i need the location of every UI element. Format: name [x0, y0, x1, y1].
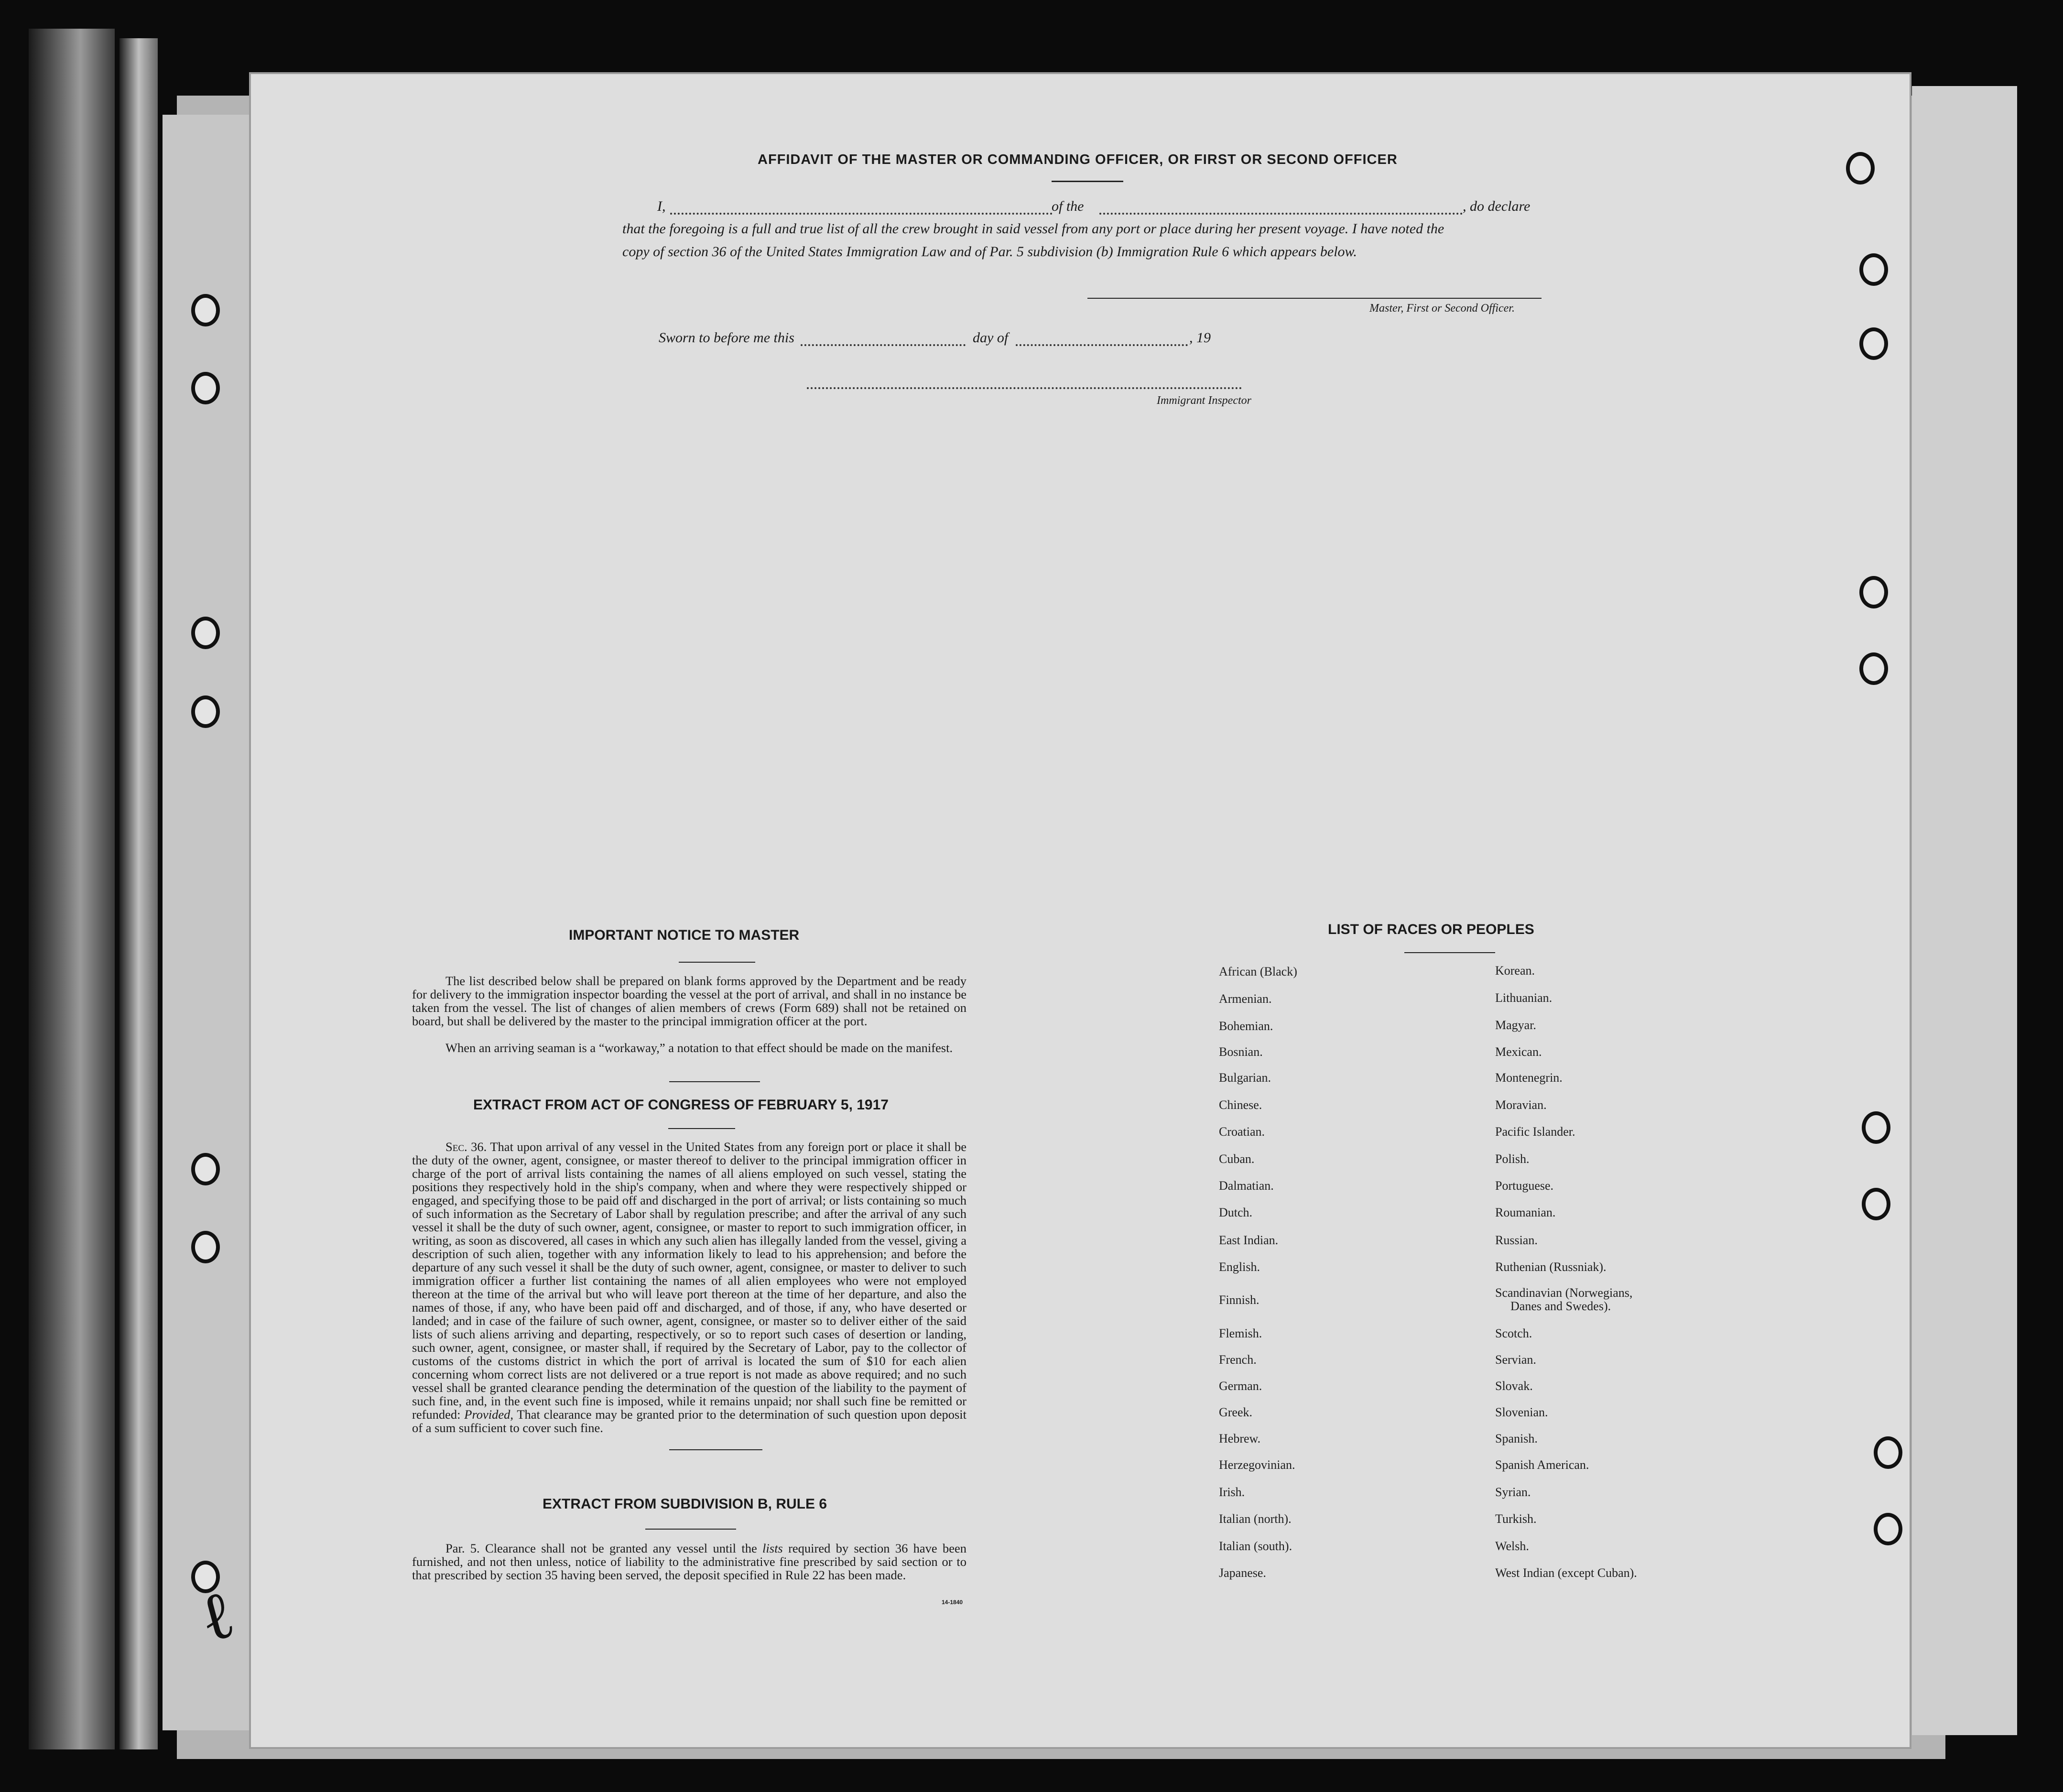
race-item-right: Spanish. [1495, 1432, 1538, 1445]
race-item-right: Lithuanian. [1495, 991, 1553, 1005]
master-name-blank[interactable] [670, 213, 1053, 215]
notice-paragraph-2 [412, 1041, 966, 1054]
race-item-left: German. [1219, 1379, 1262, 1393]
affidavit-line-2: that the foregoing is a full and true list of all the crew brought in said vessel from any port or place during her present voyage. I have noted the [622, 221, 1444, 237]
scanner-left-edge [119, 38, 158, 1749]
race-item-left: Japanese. [1219, 1566, 1266, 1580]
scanner-left-strip [29, 29, 115, 1749]
race-item-right: Pacific Islander. [1495, 1125, 1575, 1139]
race-item-left: Bohemian. [1219, 1019, 1273, 1033]
binder-hole [1859, 652, 1888, 685]
binder-hole [191, 372, 220, 404]
affidavit-declare: , do declare [1463, 198, 1531, 214]
binder-hole [1859, 327, 1888, 360]
notice-paragraph-1 [412, 974, 966, 1028]
race-item-left: Herzegovinian. [1219, 1458, 1295, 1472]
binder-hole [1859, 576, 1888, 608]
race-item-right: Welsh. [1495, 1539, 1529, 1553]
race-item-left: Armenian. [1219, 992, 1272, 1006]
sworn-month-blank[interactable] [1016, 344, 1188, 346]
form-page [251, 74, 1910, 1747]
extract-rule-text-b: required by section 36 have been furnished, and not then unless, notice of liability to the administrative fine prescribed by said section or to that prescribed by section 35 having been served, the deposit specified in Rule 22 has been made. [412, 1541, 966, 1582]
race-item-right: Roumanian. [1495, 1206, 1556, 1219]
notice-title: IMPORTANT NOTICE TO MASTER [569, 927, 800, 943]
race-item-right: Magyar. [1495, 1018, 1536, 1032]
signature-label: Master, First or Second Officer. [1369, 302, 1515, 315]
sworn-day-of: day of [973, 330, 1009, 346]
race-item-right: Russian. [1495, 1233, 1538, 1247]
extract-act-underline [668, 1128, 735, 1129]
notice-underline [679, 962, 755, 963]
race-item-left: Bosnian. [1219, 1045, 1263, 1059]
binder-hole [191, 1153, 220, 1185]
race-item-right: Mexican. [1495, 1045, 1542, 1059]
race-item-left: Chinese. [1219, 1098, 1262, 1112]
title-underline [1052, 181, 1123, 182]
extract-rule-title: EXTRACT FROM SUBDIVISION B, RULE 6 [543, 1496, 827, 1512]
sworn-prefix: Sworn to before me this [659, 330, 794, 346]
race-item-left: Greek. [1219, 1405, 1253, 1419]
binder-hole [191, 695, 220, 728]
binder-hole [191, 294, 220, 326]
race-item-left: Cuban. [1219, 1152, 1255, 1166]
section-label: Sec. 36. [445, 1140, 487, 1154]
race-item-right: Scandinavian (Norwegians, [1495, 1286, 1633, 1300]
races-underline [1404, 952, 1495, 953]
race-item-left: Italian (north). [1219, 1512, 1292, 1526]
race-item-right: Spanish American. [1495, 1458, 1589, 1472]
vessel-name-blank[interactable] [1099, 213, 1463, 215]
race-item-right: West Indian (except Cuban). [1495, 1566, 1637, 1580]
extract-rule-text-a: Par. 5. Clearance shall not be granted any vessel until the [445, 1541, 757, 1555]
race-item-right: Moravian. [1495, 1098, 1547, 1112]
race-item-left: English. [1219, 1260, 1260, 1274]
back-sheet-right [1912, 86, 2017, 1735]
notice-text-1: The list described below shall be prepared on blank forms approved by the Department and be ready for delivery to the immigration inspector boarding the vessel at the port of arrival, and shall in no instance be taken from the vessel. The list of changes of alien members of crews (Form 689) shall not be retained on board, but shall be delivered by the master to the principal immigration officer at the port. [412, 974, 966, 1028]
notice-text-2: When an arriving seaman is a “workaway,” a notation to that effect should be made on the manifest. [445, 1041, 953, 1055]
inspector-signature-blank[interactable] [807, 387, 1242, 389]
race-item-right: Scotch. [1495, 1326, 1532, 1340]
race-item-right: Danes and Swedes). [1510, 1299, 1611, 1313]
race-item-left: French. [1219, 1353, 1257, 1367]
race-item-left: Dalmatian. [1219, 1179, 1274, 1193]
extract-act-text-end: That clearance may be granted prior to the determination of such question upon deposit of a sum sufficient to cover such fine. [412, 1407, 967, 1435]
extract-act-title: EXTRACT FROM ACT OF CONGRESS OF FEBRUARY 5, 1917 [473, 1097, 889, 1113]
race-item-right: Portuguese. [1495, 1179, 1554, 1193]
race-item-right: Servian. [1495, 1353, 1536, 1367]
race-item-left: Flemish. [1219, 1326, 1262, 1340]
extract-rule-underline [645, 1529, 736, 1530]
race-item-right: Korean. [1495, 964, 1535, 977]
race-item-left: Irish. [1219, 1485, 1245, 1499]
extract-act-text: That upon arrival of any vessel in the United States from any foreign port or place it shall be the duty of the owner, agent, consignee, or master thereof to deliver to the principal immigration officer in charge of the port of arrival lists containing the names of all aliens employed on such vessel, stating the positions they respectively hold in the ship's company, when and where they were respectively shipped or engaged, and specifying those to be paid off and discharged in the port of arrival; or lists containing so much of such information as the Secretary of Labor shall by regulation prescribe; and after the arrival of any such vessel it shall be the duty of such owner, agent, consignee, or master to report to such immigration officer, in writing, as soon as discovered, all cases in which any such alien has illegally landed from the vessel, giving a description of such alien, together with any information likely to lead to his apprehension; and before the departure of any such vessel it shall be the duty of such owner, agent, consignee, or master to deliver to such immigration officer a further list containing the names of all alien employees who were not employed thereon at the time of the arrival but who will leave port thereon at the time of her departure, and also the names of those, if any, who have been paid off and discharged, and of those, if any, who have deserted or landed; and in case of the failure of such owner, agent, consignee, or master so to deliver either of the said lists of such aliens arriving and departing, respectively, or so to report such cases of desertion or landing, such owner, agent, consignee, or master shall, if required by the Secretary of Labor, pay to the collector of customs of the customs district in which the port of arrival is located the sum of $10 for each alien concerning whom correct lists are not delivered or a true report is not made as above required; and no such vessel shall be granted clearance pending the determination of the question of the liability to the payment of such fine, and, in the event such fine is imposed, while it remains unpaid; nor shall such fine be remitted or refunded: [412, 1140, 966, 1422]
race-item-right: Slovak. [1495, 1379, 1533, 1393]
sworn-year: , 19 [1189, 330, 1211, 346]
affidavit-title: AFFIDAVIT OF THE MASTER OR COMMANDING OFFICER, OR FIRST OR SECOND OFFICER [758, 152, 1398, 167]
race-item-right: Syrian. [1495, 1485, 1531, 1499]
race-item-right: Polish. [1495, 1152, 1530, 1166]
affidavit-line-3: copy of section 36 of the United States Immigration Law and of Par. 5 subdivision (b) Immigration Rule 6 which appears below. [622, 244, 1357, 260]
provided-word: Provided, [464, 1407, 514, 1422]
binder-hole [191, 617, 220, 649]
signature-line [1087, 298, 1542, 299]
race-item-left: East Indian. [1219, 1233, 1279, 1247]
binder-hole [1874, 1513, 1902, 1545]
race-item-right: Turkish. [1495, 1512, 1537, 1526]
binder-hole [1874, 1436, 1902, 1469]
race-item-right: Ruthenian (Russniak). [1495, 1260, 1607, 1274]
extract-rule-paragraph [412, 1542, 966, 1582]
binder-hole [191, 1231, 220, 1263]
inspector-label: Immigrant Inspector [1157, 394, 1251, 407]
race-item-left: African (Black) [1219, 965, 1297, 978]
binder-hole [1859, 253, 1888, 286]
race-item-left: Hebrew. [1219, 1432, 1261, 1445]
extract-act-divider [669, 1449, 762, 1450]
binder-hole [1862, 1111, 1890, 1144]
race-item-left: Bulgarian. [1219, 1071, 1271, 1085]
race-item-left: Dutch. [1219, 1206, 1253, 1219]
binder-hole [1862, 1188, 1890, 1220]
race-item-left: Italian (south). [1219, 1539, 1292, 1553]
races-title: LIST OF RACES OR PEOPLES [1328, 922, 1534, 937]
underlying-page-edge [163, 115, 255, 1730]
affidavit-i: I, [657, 198, 666, 214]
handwritten-mark: ℓ [191, 1575, 243, 1658]
affidavit-of-the: of the [1052, 198, 1084, 214]
race-item-left: Croatian. [1219, 1125, 1265, 1139]
race-item-left: Finnish. [1219, 1293, 1260, 1307]
form-number: 14-1840 [942, 1599, 963, 1606]
race-item-right: Slovenian. [1495, 1405, 1548, 1419]
sworn-day-blank[interactable] [801, 344, 966, 346]
race-item-right: Montenegrin. [1495, 1071, 1563, 1085]
binder-hole [1846, 152, 1875, 185]
notice-divider [669, 1081, 760, 1082]
extract-act-paragraph [412, 1140, 966, 1434]
lists-word: lists [762, 1541, 783, 1555]
